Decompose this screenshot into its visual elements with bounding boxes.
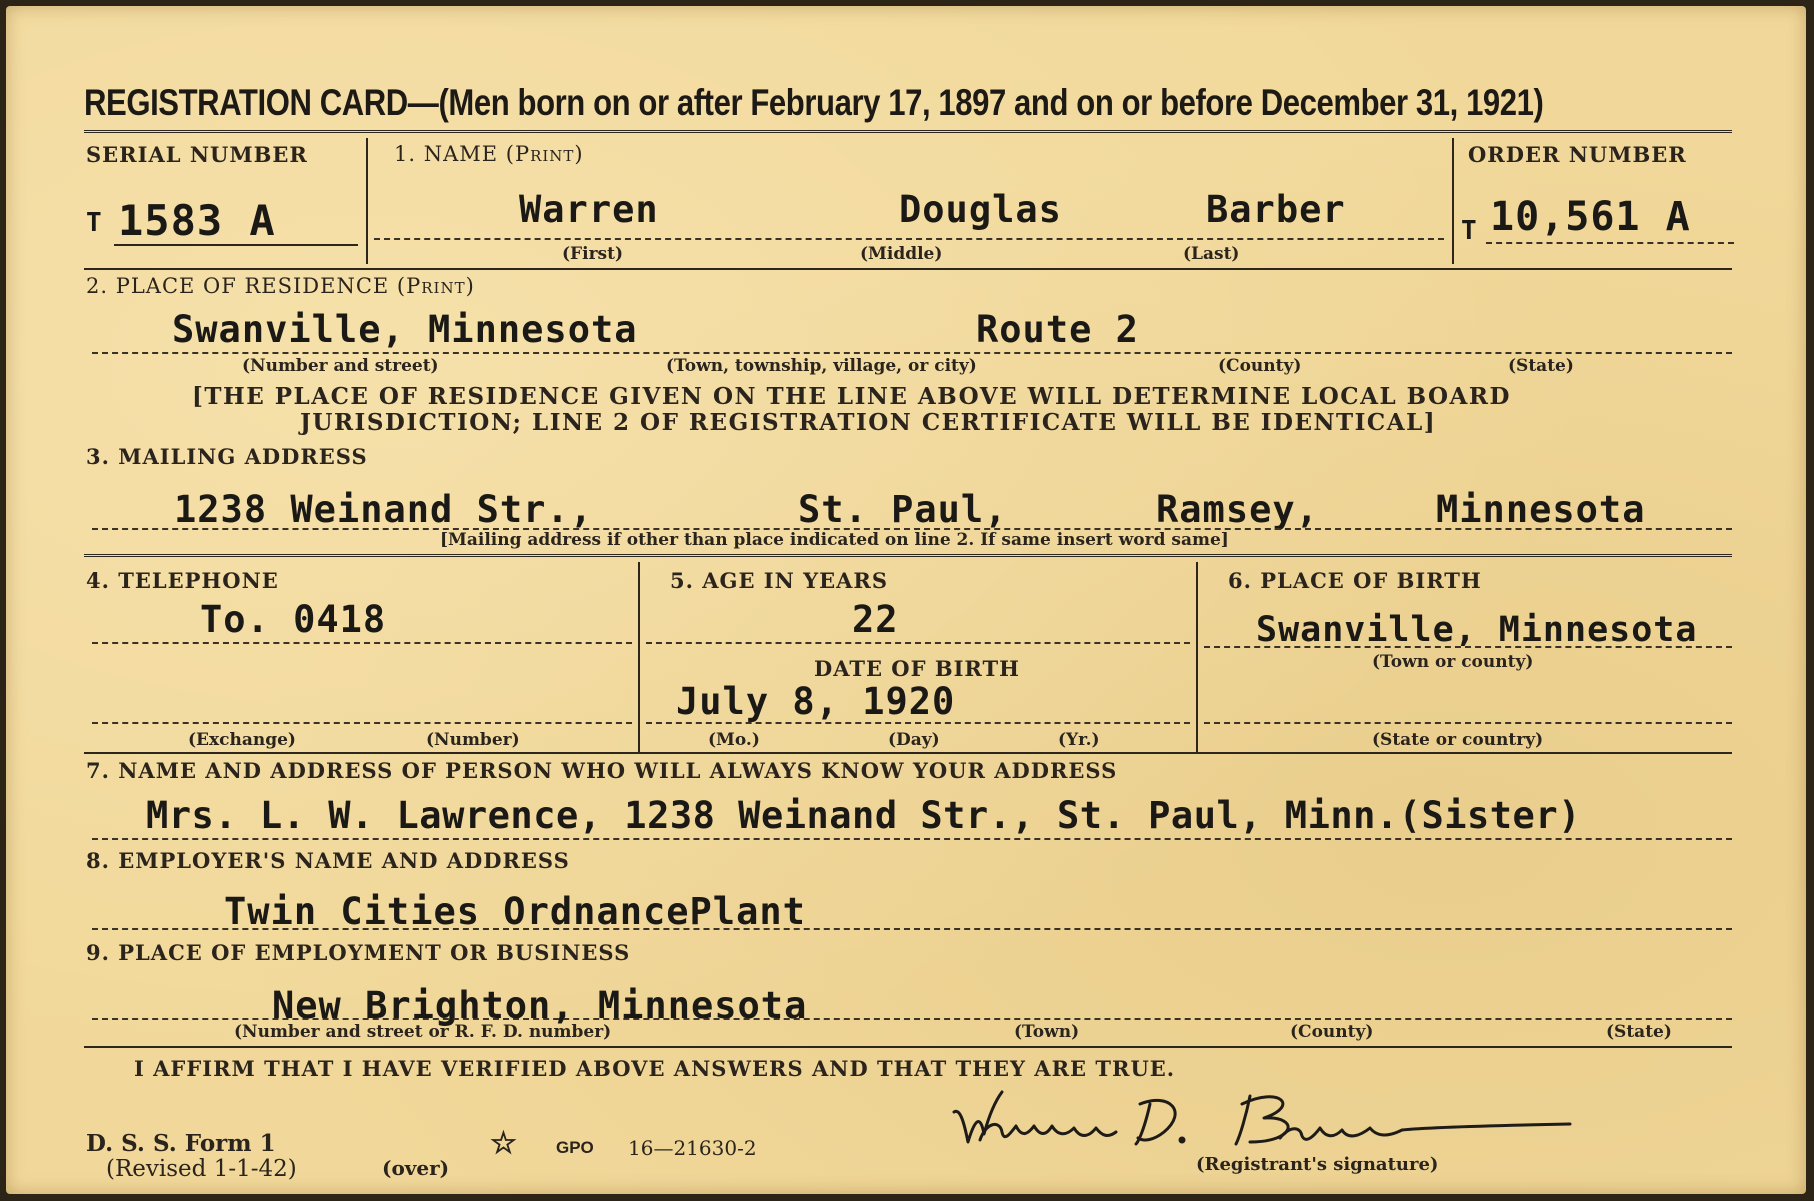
- mo-caption: (Mo.): [708, 730, 760, 750]
- divider: [1452, 138, 1454, 264]
- order-number-value: 10,561 A: [1490, 194, 1691, 240]
- mailing-county: Ramsey,: [1156, 488, 1319, 531]
- over-note: (over): [382, 1156, 450, 1180]
- gpo-number: 16—21630-2: [628, 1136, 757, 1160]
- name-label: 1. NAME (Print): [394, 142, 584, 166]
- employer-underline: [92, 928, 1732, 930]
- emp-town-caption: (Town): [1014, 1022, 1080, 1042]
- serial-number-label: SERIAL NUMBER: [86, 142, 308, 167]
- employment-underline: [92, 1018, 1732, 1020]
- star-icon: ☆: [490, 1126, 517, 1161]
- row-rule: [84, 1046, 1732, 1048]
- number-caption: (Number): [426, 730, 520, 750]
- birthplace-town-caption: (Town or county): [1372, 652, 1534, 672]
- yr-caption: (Yr.): [1058, 730, 1100, 750]
- middle-caption: (Middle): [860, 244, 943, 264]
- order-prefix: T: [1461, 216, 1478, 246]
- county-caption: (County): [1218, 356, 1302, 376]
- dob-label: DATE OF BIRTH: [814, 656, 1020, 681]
- divider: [638, 562, 640, 754]
- mailing-caption: [Mailing address if other than place indicated on line 2. If same insert word same]: [440, 530, 1229, 550]
- title-rule: [84, 130, 1732, 136]
- telephone-label: 4. TELEPHONE: [86, 568, 279, 593]
- order-underline: [1486, 242, 1734, 244]
- residence-route: Route 2: [976, 308, 1139, 351]
- exchange-caption: (Exchange): [188, 730, 296, 750]
- divider: [1196, 562, 1198, 754]
- employer-value: Twin Cities OrdnancePlant: [224, 890, 806, 933]
- age-value: 22: [852, 598, 899, 641]
- jurisdiction-notice-2: JURISDICTION; LINE 2 OF REGISTRATION CERTIFICATE WILL BE IDENTICAL]: [300, 409, 1437, 436]
- row-rule: [84, 752, 1732, 754]
- first-caption: (First): [562, 244, 623, 264]
- contact-value: Mrs. L. W. Lawrence, 1238 Weinand Str., St. Paul, Minn.(Sister): [146, 794, 1581, 837]
- residence-label: 2. PLACE OF RESIDENCE (Print): [86, 274, 475, 298]
- birthplace-label: 6. PLACE OF BIRTH: [1228, 568, 1482, 593]
- mailing-street: 1238 Weinand Str.,: [174, 488, 593, 531]
- age-label: 5. AGE IN YEARS: [670, 568, 889, 593]
- birthplace-underline-2: [1204, 722, 1732, 724]
- residence-town: Swanville, Minnesota: [172, 308, 638, 351]
- affirmation: I AFFIRM THAT I HAVE VERIFIED ABOVE ANSWERS AND THAT THEY ARE TRUE.: [134, 1056, 1176, 1081]
- age-underline: [646, 642, 1190, 644]
- last-name: Barber: [1206, 188, 1346, 231]
- first-name: Warren: [519, 188, 659, 231]
- registration-card: [6, 6, 1806, 1194]
- employer-label: 8. EMPLOYER'S NAME AND ADDRESS: [86, 848, 570, 873]
- gpo-mark: GPO: [556, 1138, 594, 1157]
- state-caption: (State): [1508, 356, 1574, 376]
- telephone-underline-2: [92, 722, 632, 724]
- signature-caption: (Registrant's signature): [1196, 1154, 1439, 1175]
- dob-underline: [646, 722, 1190, 724]
- emp-county-caption: (County): [1290, 1022, 1374, 1042]
- telephone-value: To. 0418: [200, 598, 387, 641]
- town-caption: (Town, township, village, or city): [666, 356, 977, 376]
- divider: [366, 138, 368, 264]
- contact-label: 7. NAME AND ADDRESS OF PERSON WHO WILL ALWAYS KNOW YOUR ADDRESS: [86, 758, 1118, 783]
- mailing-label: 3. MAILING ADDRESS: [86, 444, 368, 469]
- birthplace-state-caption: (State or country): [1372, 730, 1544, 750]
- card-title: REGISTRATION CARD—(Men born on or after February 17, 1897 and on or before December 31, 1921): [84, 82, 1544, 123]
- last-caption: (Last): [1183, 244, 1240, 264]
- serial-number-value: 1583 A: [118, 196, 276, 245]
- contact-underline: [92, 838, 1732, 840]
- birthplace-value: Swanville, Minnesota: [1256, 610, 1698, 650]
- order-number-label: ORDER NUMBER: [1468, 142, 1687, 167]
- emp-street-caption: (Number and street or R. F. D. number): [234, 1022, 612, 1042]
- form-revised: (Revised 1-1-42): [106, 1156, 297, 1182]
- employment-label: 9. PLACE OF EMPLOYMENT OR BUSINESS: [86, 940, 631, 965]
- residence-underline: [92, 352, 1732, 354]
- day-caption: (Day): [888, 730, 940, 750]
- jurisdiction-notice-1: [THE PLACE OF RESIDENCE GIVEN ON THE LINE ABOVE WILL DETERMINE LOCAL BOARD: [192, 383, 1511, 410]
- emp-state-caption: (State): [1606, 1022, 1672, 1042]
- mailing-city: St. Paul,: [798, 488, 1008, 531]
- serial-underline: [114, 244, 358, 246]
- telephone-underline: [92, 642, 632, 644]
- serial-prefix: T: [86, 208, 103, 238]
- dob-value: July 8, 1920: [676, 680, 956, 723]
- registrant-signature: [950, 1082, 1650, 1162]
- name-underline: [374, 238, 1444, 240]
- birthplace-underline: [1204, 646, 1732, 648]
- middle-name: Douglas: [899, 188, 1062, 231]
- row-rule: [84, 268, 1732, 270]
- mailing-state: Minnesota: [1436, 488, 1646, 531]
- employment-value: New Brighton, Minnesota: [272, 984, 808, 1027]
- street-caption: (Number and street): [242, 356, 439, 376]
- row-rule: [84, 554, 1732, 560]
- form-id: D. S. S. Form 1: [86, 1130, 276, 1157]
